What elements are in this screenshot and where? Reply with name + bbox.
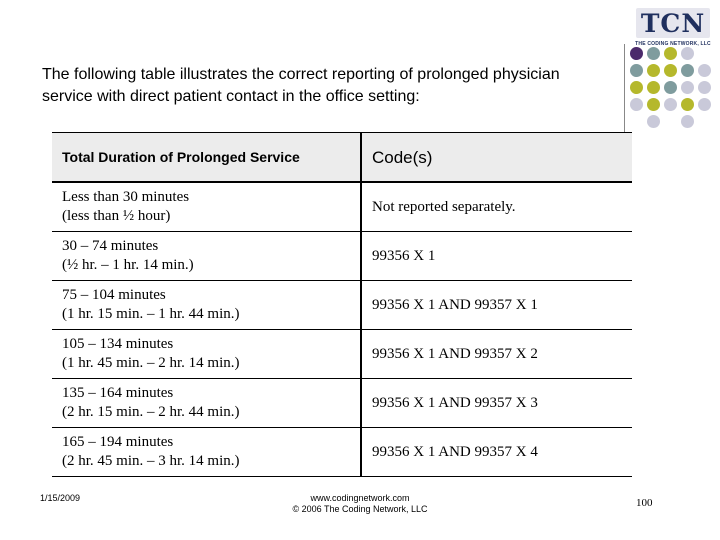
logo-text: TCN: [640, 9, 706, 38]
dot-icon: [630, 98, 643, 111]
footer-date: 1/15/2009: [40, 493, 81, 503]
dot-icon: [681, 115, 694, 128]
slide-title: The following table illustrates the correct reporting of prolonged physician service with direct patient contact in the office setting:: [42, 66, 560, 105]
dot-icon: [647, 115, 660, 128]
dot-icon: [664, 47, 677, 60]
table-row: [52, 428, 632, 477]
logo-subtitle: THE CODING NETWORK, LLC: [635, 41, 711, 47]
duration-range: 75 – 104 minutes: [62, 287, 166, 303]
duration-cell: [52, 182, 361, 232]
dot-icon: [647, 47, 660, 60]
duration-hours: (1 hr. 45 min. – 2 hr. 14 min.): [62, 355, 240, 371]
dot-icon: [630, 47, 643, 60]
duration-range: Less than 30 minutes: [62, 189, 190, 205]
dot-icon: [681, 47, 694, 60]
table-row: [52, 379, 632, 428]
duration-hours: (1 hr. 15 min. – 1 hr. 44 min.): [62, 306, 240, 322]
footer-website: www.codingnetwork.com: [310, 493, 410, 503]
duration-hours: (less than ½ hour): [62, 208, 171, 224]
tcn-logo: [632, 8, 714, 52]
divider-line: [624, 44, 625, 132]
code-cell: 99356 X 1 AND 99357 X 1: [361, 281, 632, 330]
duration-range: 165 – 194 minutes: [62, 434, 174, 450]
dot-icon: [630, 81, 643, 94]
page-number: 100: [636, 497, 653, 509]
dot-icon: [630, 64, 643, 77]
duration-hours: (2 hr. 15 min. – 2 hr. 44 min.): [62, 404, 240, 420]
duration-range: 135 – 164 minutes: [62, 385, 174, 401]
header-duration: Total Duration of Prolonged Service: [52, 133, 361, 183]
dot-icon: [681, 98, 694, 111]
dot-icon: [698, 64, 711, 77]
dot-icon: [647, 64, 660, 77]
duration-hours: (½ hr. – 1 hr. 14 min.): [62, 257, 194, 273]
table-header-row: [52, 133, 632, 183]
duration-cell: [52, 379, 361, 428]
dot-icon: [698, 81, 711, 94]
code-cell: Not reported separately.: [361, 182, 632, 232]
prolonged-service-table: [52, 132, 632, 477]
dot-icon: [664, 81, 677, 94]
code-cell: 99356 X 1 AND 99357 X 4: [361, 428, 632, 477]
duration-cell: [52, 428, 361, 477]
table-row: [52, 330, 632, 379]
duration-cell: [52, 232, 361, 281]
table-row: [52, 232, 632, 281]
dot-icon: [681, 81, 694, 94]
table-row: [52, 281, 632, 330]
duration-range: 30 – 74 minutes: [62, 238, 159, 254]
footer-credits: [240, 493, 480, 515]
code-cell: 99356 X 1: [361, 232, 632, 281]
dot-icon: [664, 98, 677, 111]
dot-icon: [647, 98, 660, 111]
dot-icon: [647, 81, 660, 94]
duration-range: 105 – 134 minutes: [62, 336, 174, 352]
dot-icon: [698, 98, 711, 111]
dot-icon: [664, 64, 677, 77]
table-row: [52, 182, 632, 232]
duration-hours: (2 hr. 45 min. – 3 hr. 14 min.): [62, 453, 240, 469]
footer-copyright: © 2006 The Coding Network, LLC: [292, 504, 428, 514]
duration-cell: [52, 330, 361, 379]
header-codes: Code(s): [361, 133, 632, 183]
code-cell: 99356 X 1 AND 99357 X 3: [361, 379, 632, 428]
duration-cell: [52, 281, 361, 330]
code-cell: 99356 X 1 AND 99357 X 2: [361, 330, 632, 379]
dot-icon: [681, 64, 694, 77]
decorative-dot-grid: [630, 47, 720, 137]
